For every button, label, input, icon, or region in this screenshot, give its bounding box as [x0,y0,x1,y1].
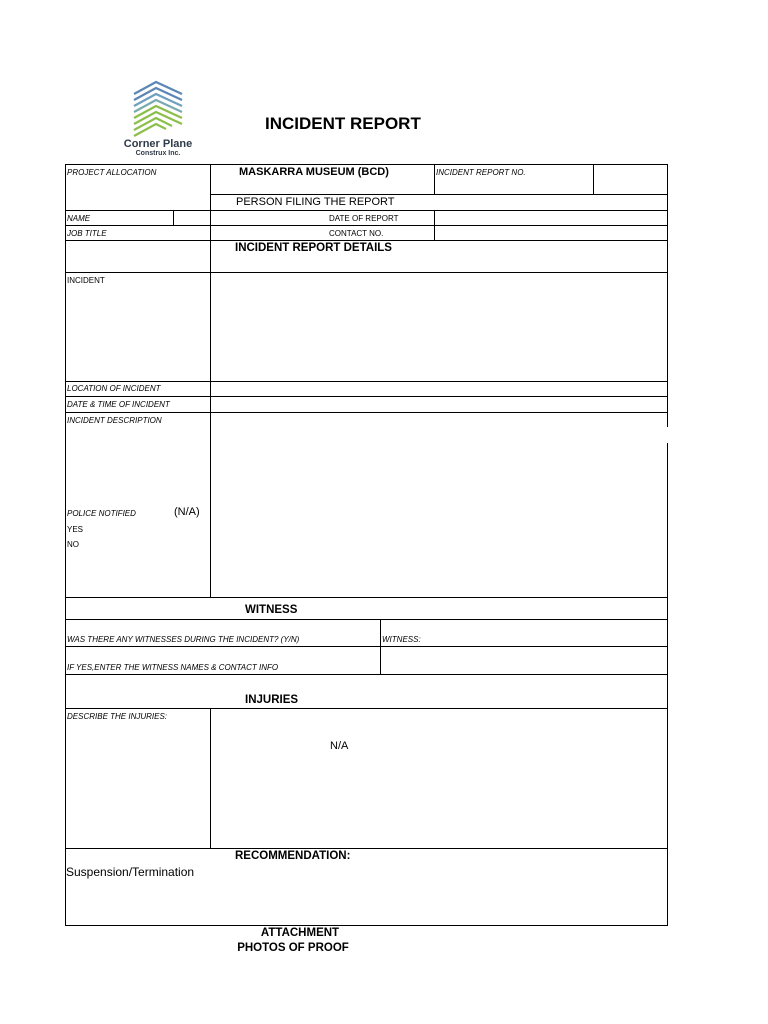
name-label: NAME [67,214,91,223]
person-filing-header: PERSON FILING THE REPORT [236,196,395,208]
job-title-label: JOB TITLE [67,229,107,238]
contact-no-field[interactable] [436,226,665,239]
witness-names-field[interactable] [382,648,665,673]
description-field[interactable] [212,414,664,596]
date-of-report-field[interactable] [436,211,665,224]
describe-injuries-label: DESCRIBE THE INJURIES: [67,712,168,721]
incident-label: INCIDENT [67,276,105,285]
incident-report-no-label: INCIDENT REPORT NO. [436,168,526,177]
police-no-option[interactable]: NO [67,540,79,549]
witness-question: WAS THERE ANY WITNESSES DURING THE INCIDENT? (Y/N) [67,635,300,644]
witness-names-label: IF YES,ENTER THE WITNESS NAMES & CONTACT INFO [67,663,279,672]
project-allocation-label: PROJECT ALLOCATION [67,168,157,177]
photos-of-proof-heading: PHOTOS OF PROOF [237,942,349,954]
injuries-value: N/A [330,740,349,752]
incident-report-no-field[interactable] [595,166,665,192]
incident-report-form [65,164,667,925]
logo-subtitle: Construx Inc. [135,150,181,157]
project-name: MASKARRA MUSEUM (BCD) [239,166,389,178]
attachment-heading: ATTACHMENT [260,927,340,939]
date-time-label: DATE & TIME OF INCIDENT [67,400,170,409]
recommendation-header: RECOMMENDATION: [235,850,351,862]
name-field[interactable] [175,211,209,224]
logo-chevrons-icon [128,80,190,138]
recommendation-value: Suspension/Termination [66,865,195,879]
date-time-field[interactable] [212,397,664,411]
contact-no-label: CONTACT NO. [329,229,384,238]
page-title: INCIDENT REPORT [265,114,421,133]
injuries-header: INJURIES [245,694,299,706]
injuries-field[interactable] [212,710,664,846]
police-notified-label: POLICE NOTIFIED [67,509,136,518]
location-label: LOCATION OF INCIDENT [67,384,161,393]
date-of-report-label: DATE OF REPORT [329,214,399,223]
location-field[interactable] [212,382,664,395]
police-yes-option[interactable]: YES [67,525,84,534]
logo-name: Corner Plane [123,138,193,150]
details-header: INCIDENT REPORT DETAILS [235,242,392,254]
company-logo [118,80,198,160]
police-notified-value: (N/A) [174,506,200,518]
witness-label: WITNESS: [382,635,421,644]
border-gap [667,427,669,443]
description-label: INCIDENT DESCRIPTION [67,416,162,425]
incident-field[interactable] [212,274,664,379]
witness-header: WITNESS [245,604,298,616]
